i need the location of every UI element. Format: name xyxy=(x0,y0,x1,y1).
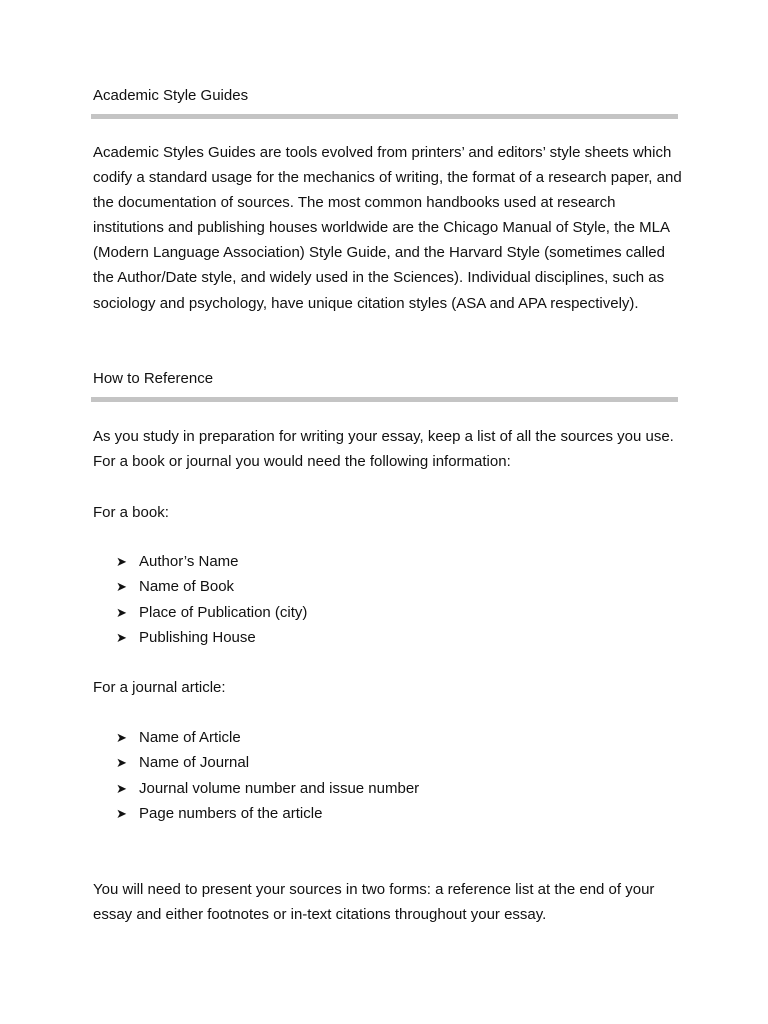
book-label: For a book: xyxy=(93,504,169,521)
arrow-bullet-icon: ➤ xyxy=(116,629,127,645)
book-info-list xyxy=(116,549,307,650)
journal-label: For a journal article: xyxy=(93,679,226,696)
list-item: ➤ Name of Book xyxy=(116,574,307,599)
heading-divider xyxy=(91,114,678,119)
arrow-bullet-icon: ➤ xyxy=(116,730,127,745)
heading-divider xyxy=(91,397,678,402)
list-item: ➤ Author’s Name xyxy=(116,549,307,574)
arrow-bullet-icon: ➤ xyxy=(116,805,127,821)
list-item: ➤ Place of Publication (city) xyxy=(116,600,307,625)
arrow-bullet-icon: ➤ xyxy=(116,579,127,595)
arrow-bullet-icon: ➤ xyxy=(116,780,127,796)
section-heading-how-to-reference: How to Reference xyxy=(93,370,214,387)
list-item: ➤ Publishing House xyxy=(116,625,307,650)
paragraph-intro: As you study in preparation for writing your essay, keep a list of all the sources you use. For a book or journal you would need the following information: xyxy=(93,428,674,471)
arrow-bullet-icon: ➤ xyxy=(116,755,127,771)
paragraph-closing: You will need to present your sources in two forms: a reference list at the end of your essay and either footnotes or in-text citations throughout your essay. xyxy=(93,881,655,924)
list-item: ➤ Name of Journal xyxy=(116,750,419,775)
section-heading-style-guides: Academic Style Guides xyxy=(93,87,249,104)
list-item: ➤ Name of Article xyxy=(116,725,419,750)
list-item: ➤ Journal volume number and issue number xyxy=(116,776,419,801)
arrow-bullet-icon: ➤ xyxy=(116,604,127,620)
list-item: ➤ Page numbers of the article xyxy=(116,801,419,826)
paragraph-style-guides: Academic Styles Guides are tools evolved from printers’ and editors’ style sheets which codify a standard usage for the mechanics of writing, the format of a research paper, and the documentation of sources. The most common handbooks used at research institutions and publishing houses worldwide are the Chicago Manual of Style, the MLA (Modern Language Association) Style Guide, and the Harvard Style (sometimes called the Author/Date style, and widely used in the Sciences). Individual disciplines, such as sociology and psychology, have unique citation styles (ASA and APA respectively). xyxy=(93,144,682,312)
arrow-bullet-icon: ➤ xyxy=(116,554,127,569)
journal-info-list xyxy=(116,725,419,826)
